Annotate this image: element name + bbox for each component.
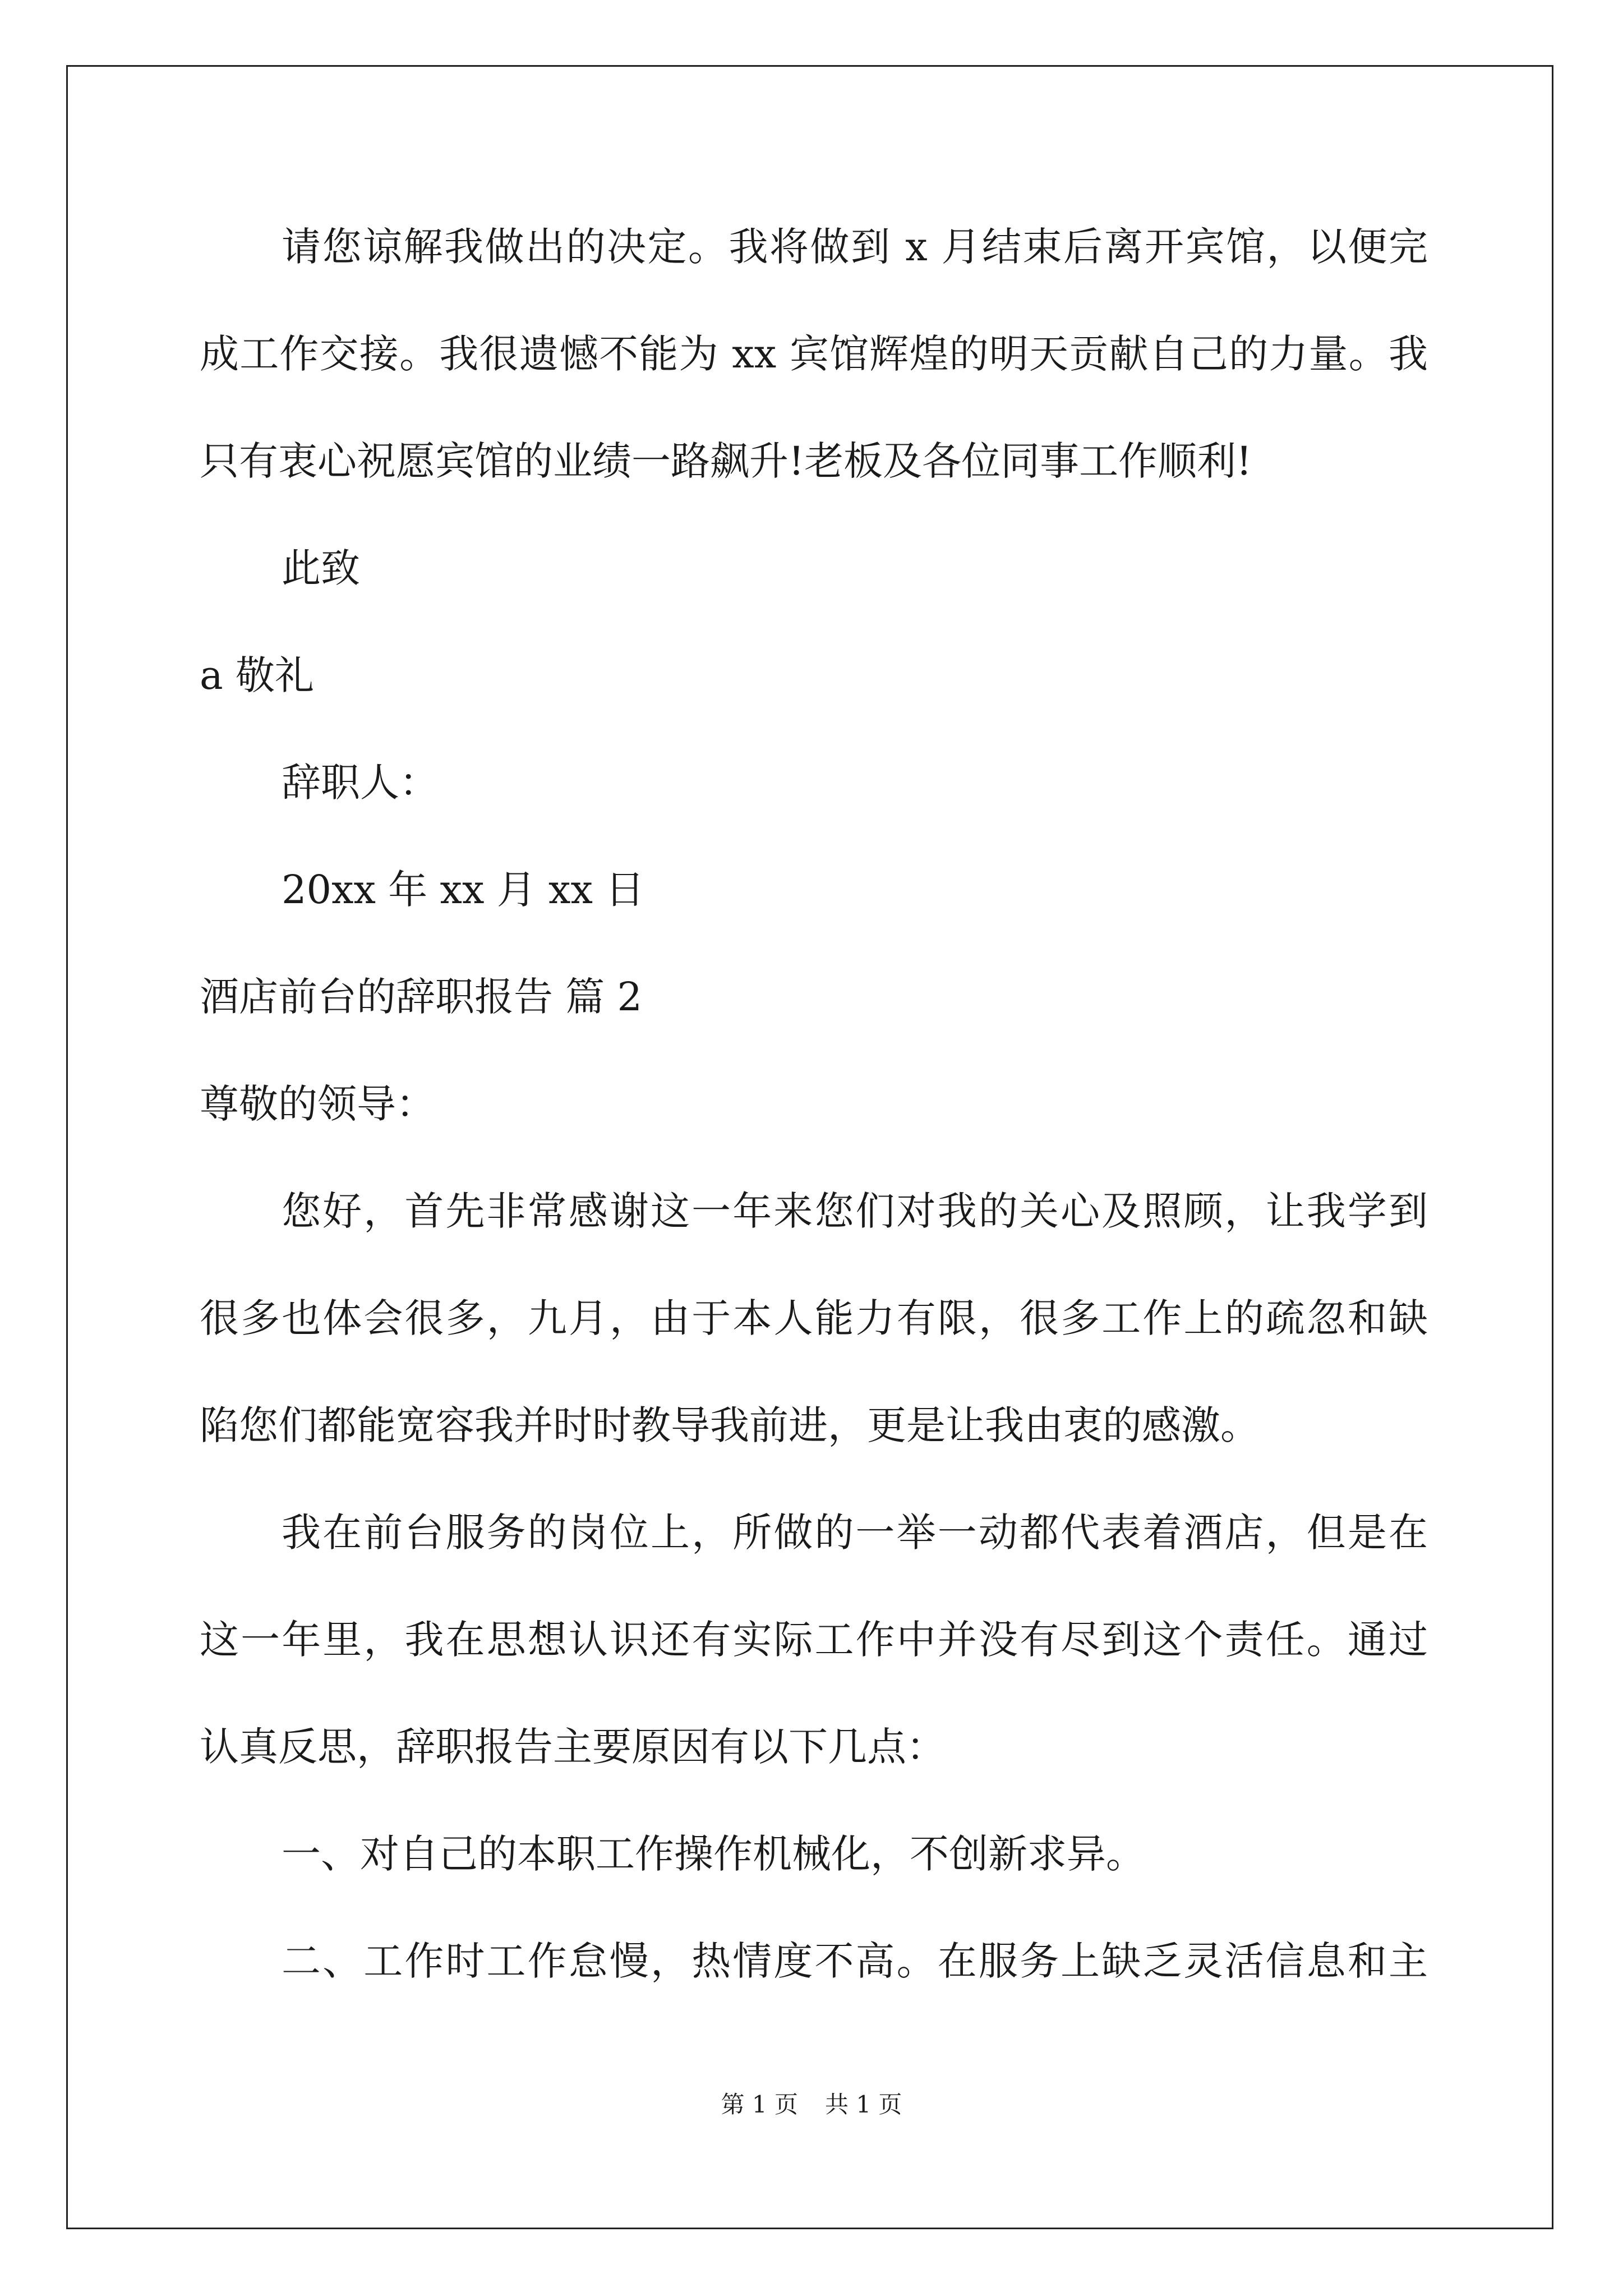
section-heading: 酒店前台的辞职报告 篇 2 bbox=[200, 974, 643, 1020]
signature-label: 辞职人： bbox=[282, 760, 439, 806]
list-item: 一、对自己的本职工作操作机械化，不创新求异。 bbox=[282, 1831, 1145, 1877]
page-total: 共 1 页 bbox=[825, 2091, 902, 2118]
paragraph-line: 成工作交接。我很遗憾不能为 xx 宾馆辉煌的明天贡献自己的力量。我 bbox=[200, 331, 1428, 377]
closing-salutation: 此致 bbox=[282, 545, 360, 591]
greeting: 尊敬的领导： bbox=[200, 1081, 435, 1127]
list-item: 二、工作时工作怠慢，热情度不高。在服务上缺乏灵活信息和主 bbox=[282, 1938, 1428, 1984]
paragraph-line: 您好，首先非常感谢这一年来您们对我的关心及照顾，让我学到 bbox=[282, 1188, 1428, 1234]
date-line: 20xx 年 xx 月 xx 日 bbox=[282, 867, 645, 913]
paragraph-line: 我在前台服务的岗位上，所做的一举一动都代表着酒店，但是在 bbox=[282, 1510, 1428, 1556]
paragraph-line: 只有衷心祝愿宾馆的业绩一路飙升!老板及各位同事工作顺利! bbox=[200, 438, 1252, 484]
paragraph-line: 请您谅解我做出的决定。我将做到 x 月结束后离开宾馆，以便完 bbox=[282, 224, 1428, 270]
paragraph-line: 很多也体会很多，九月，由于本人能力有限，很多工作上的疏忽和缺 bbox=[200, 1295, 1428, 1341]
page-border bbox=[66, 65, 1553, 2229]
page-number: 第 1 页 bbox=[721, 2091, 798, 2118]
paragraph-line: 这一年里，我在思想认识还有实际工作中并没有尽到这个责任。通过 bbox=[200, 1617, 1428, 1663]
closing-regards: a 敬礼 bbox=[200, 652, 314, 698]
paragraph-line: 陷您们都能宽容我并时时教导我前进，更是让我由衷的感激。 bbox=[200, 1402, 1260, 1448]
paragraph-line: 认真反思，辞职报告主要原因有以下几点： bbox=[200, 1724, 946, 1770]
page-footer bbox=[0, 2088, 1623, 2122]
